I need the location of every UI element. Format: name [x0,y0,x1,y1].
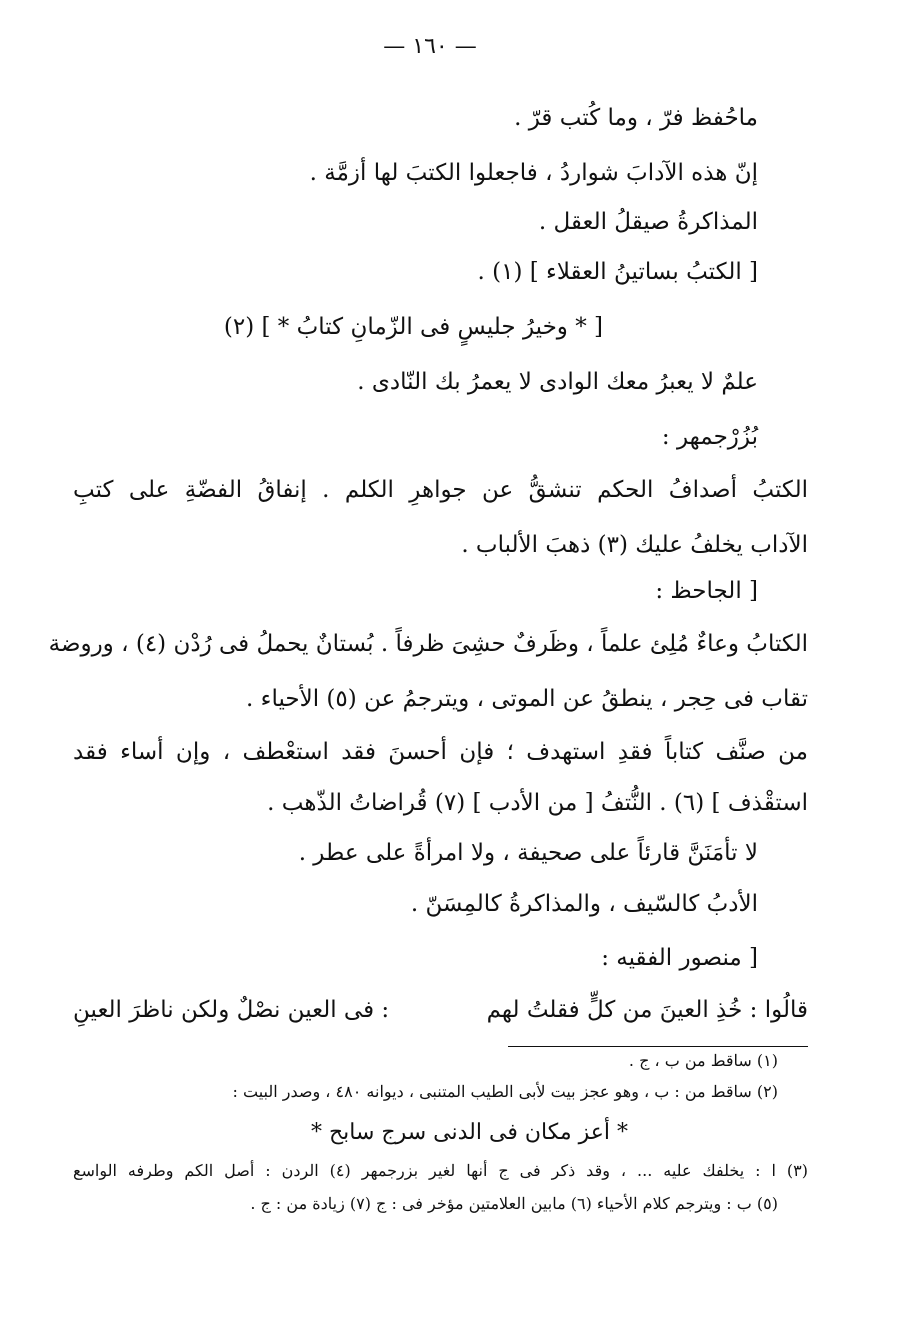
speaker-heading: [ منصور الفقيه : [601,945,758,971]
footnote: (٥) ب : ويترجم كلام الأحياء (٦) مابين العلامتين مؤخر فى : ج (٧) زيادة من : ج . [250,1194,778,1213]
text-line: الأدبُ كالسّيف ، والمذاكرةُ كالمِسَنّ . [410,891,758,917]
speaker-heading: [ الجاحظ : [655,578,758,604]
text-line: استقْذف ] (٦) . النُّتفُ [ من الأدب ] (٧) قُراضاتُ الذّهب . [267,790,808,816]
text-line: الكتابُ وعاءٌ مُلِئ علماً ، وظَرفٌ حشِىَ ظرفاً . بُستانٌ يحملُ فى رُدْن (٤) ، وروضة [48,631,808,657]
footnote-verse: * أعز مكان فى الدنى سرج سابح * [310,1120,628,1145]
text-line: إنّ هذه الآدابَ شواردُ ، فاجعلوا الكتبَ لها أزمَّة . [309,160,758,186]
verse-first-hemistich: قالُوا : خُذِ العينَ من كلٍّ فقلتُ لهم [486,997,808,1023]
footnote: (٢) ساقط من : ب ، وهو عجز بيت لأبى الطيب المتنبى ، ديوانه ٤٨٠ ، وصدر البيت : [232,1082,778,1101]
text-line: [ الكتبُ بساتينُ العقلاء ] (١) . [477,259,758,285]
poem-verse [73,995,808,1027]
verse-second-hemistich: : فى العين نصْلٌ ولكن ناظرَ العينِ [73,997,390,1023]
text-line: الآداب يخلفُ عليك (٣) ذهبَ الألباب . [461,532,808,558]
footnote-separator [508,1046,808,1047]
text-line: علمٌ لا يعبرُ معك الوادى لا يعمرُ بك النّادى . [357,369,758,395]
text-line: تقاب فى حِجر ، ينطقُ عن الموتى ، ويترجمُ عن (٥) الأحياء . [246,686,808,712]
text-line: ماحُفظ فرّ ، وما كُتب قرّ . [514,105,758,131]
page-number: — ١٦٠ — [383,34,477,59]
text-line: الكتبُ أصدافُ الحكم تنشقُّ عن جواهرِ الكلم . إنفاقُ الفضّةِ على كتبِ [73,477,808,503]
footnote: (٣) ا : يخلفك عليه ... ، وقد ذكر فى ج أنها لغير بزرجمهر (٤) الردن : أصل الكم وطرفه الواسع [73,1161,808,1180]
quoted-verse-line: [ * وخيرُ جليسٍ فى الزّمانِ كتابُ * ] (٢) [223,314,603,340]
text-line: لا تأمَنَنَّ قارئاً على صحيفة ، ولا امرأةً على عطر . [298,840,758,866]
speaker-heading: بُزُرْجمهر : [661,424,758,450]
text-line: المذاكرةُ صيقلُ العقل . [538,209,758,235]
footnote: (١) ساقط من ب ، ج . [628,1051,778,1070]
text-line: من صنَّف كتاباً فقدِ استهدف ؛ فإن أحسنَ فقد استعْطف ، وإن أساء فقد [73,739,808,765]
